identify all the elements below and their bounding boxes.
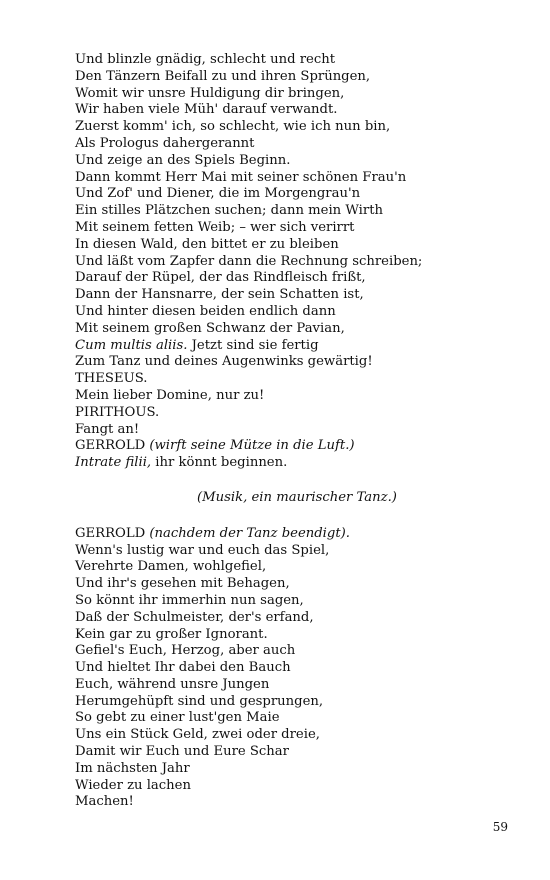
verse-line: Und hinter diesen beiden endlich dann [75, 303, 336, 319]
speaker-line-gerrold [75, 438, 505, 455]
verse-line: Verehrte Damen, wohlgefiel, [75, 559, 267, 575]
verse-line: In diesen Wald, den bittet er zu bleiben [75, 236, 339, 252]
latin-phrase: Intrate filii, [75, 455, 152, 471]
verse-text: Jetzt sind sie fertig [187, 337, 319, 353]
verse-line: Und hieltet Ihr dabei den Bauch [75, 660, 291, 676]
verse-line: Mit seinem großen Schwanz der Pavian, [75, 320, 345, 336]
verse-line: Und blinzle gnädig, schlecht und recht [75, 52, 336, 67]
verse-line: Gefiel's Euch, Herzog, aber auch [75, 643, 296, 659]
verse-line: Daß der Schulmeister, der's erfand, [75, 609, 314, 625]
verse-block-3 [75, 543, 505, 812]
speaker-name: GERROLD [75, 525, 146, 541]
verse-block-2 [75, 354, 505, 438]
stanza-gap [75, 507, 505, 526]
stage-direction-inline: (nachdem der Tanz beendigt). [145, 525, 350, 541]
verse-line-cum-multis [75, 338, 505, 355]
verse-line: Machen! [75, 794, 134, 810]
verse-line: Kein gar zu großer Ignorant. [75, 626, 268, 642]
page-body [75, 52, 505, 811]
verse-line: Ein stilles Plätzchen suchen; dann mein Wirth [75, 203, 383, 219]
verse-block-1 [75, 52, 505, 338]
verse-line: Dann der Hansnarre, der sein Schatten ist, [75, 287, 364, 303]
verse-line: Und Zof' und Diener, die im Morgengrau'n [75, 186, 361, 202]
verse-line: Dann kommt Herr Mai mit seiner schönen Frau'n [75, 169, 407, 185]
verse-line: Mit seinem fetten Weib; – wer sich verirrt [75, 219, 355, 235]
verse-line: Zum Tanz und deines Augenwinks gewärtig! [75, 354, 373, 370]
verse-line: Euch, während unsre Jungen [75, 676, 270, 692]
verse-line: So gebt zu einer lust'gen Maie [75, 710, 280, 726]
verse-line: Herumgehüpft sind und gesprungen, [75, 693, 324, 709]
speaker-name: THESEUS. [75, 371, 148, 387]
verse-line: Damit wir Euch und Eure Schar [75, 744, 289, 760]
verse-line: Im nächsten Jahr [75, 760, 190, 776]
speaker-name: PIRITHOUS. [75, 404, 160, 420]
verse-line: Wir haben viele Müh' darauf verwandt. [75, 102, 338, 118]
stanza-gap [75, 472, 505, 491]
verse-line: Zuerst komm' ich, so schlecht, wie ich nun bin, [75, 119, 391, 135]
verse-line: Wieder zu lachen [75, 777, 191, 793]
latin-phrase: Cum multis aliis. [75, 337, 188, 353]
stage-direction: (Musik, ein maurischer Tanz.) [197, 490, 397, 506]
verse-line: Und ihr's gesehen mit Behagen, [75, 576, 290, 592]
verse-line-intrate [75, 455, 505, 472]
verse-line: Mein lieber Domine, nur zu! [75, 387, 265, 403]
verse-line: Und läßt vom Zapfer dann die Rechnung schreiben; [75, 253, 423, 269]
page-number: 59 [492, 820, 508, 834]
speaker-name: GERROLD [75, 438, 146, 454]
verse-line: Den Tänzern Beifall zu und ihren Sprüngen, [75, 68, 371, 84]
verse-line: Wenn's lustig war und euch das Spiel, [75, 542, 330, 558]
verse-line: Und zeige an des Spiels Beginn. [75, 152, 291, 168]
verse-line: Als Prologus dahergerannt [75, 135, 255, 151]
verse-line: So könnt ihr immerhin nun sagen, [75, 592, 304, 608]
verse-line: Uns ein Stück Geld, zwei oder dreie, [75, 727, 320, 743]
speaker-line-gerrold [75, 526, 505, 543]
verse-line: Darauf der Rüpel, der das Rindfleisch frißt, [75, 270, 366, 286]
verse-line: Fangt an! [75, 421, 140, 437]
stage-direction-inline: (wirft seine Mütze in die Luft.) [145, 438, 355, 454]
verse-line: Womit wir unsre Huldigung dir bringen, [75, 85, 345, 101]
verse-text: ihr könnt beginnen. [151, 455, 288, 471]
